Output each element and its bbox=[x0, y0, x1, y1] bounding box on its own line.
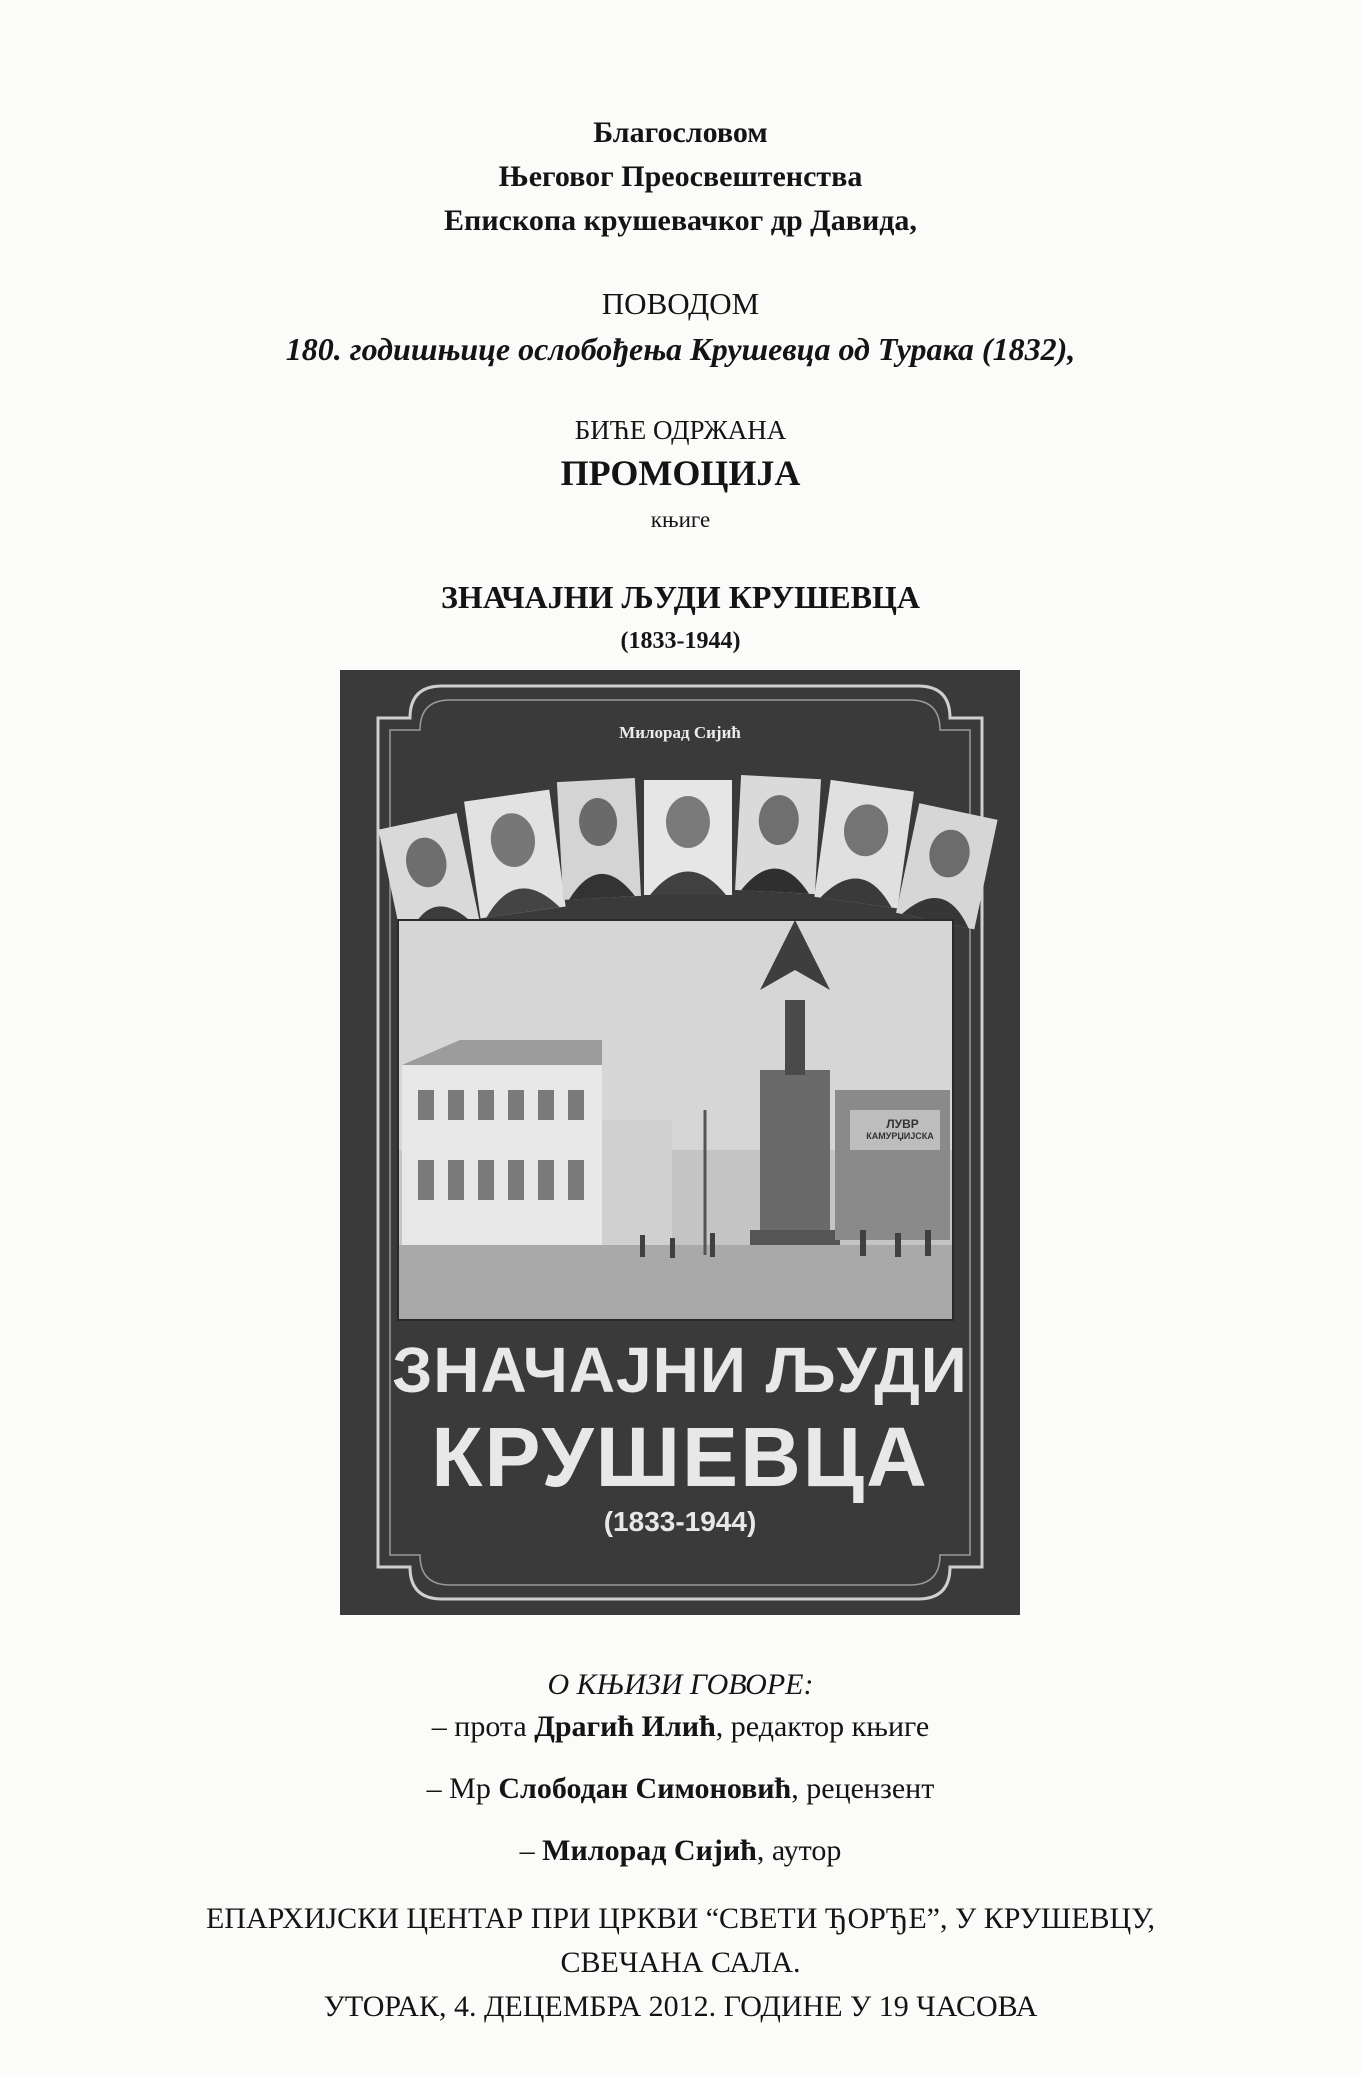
speaker-3 bbox=[0, 1836, 1361, 1866]
portrait-row bbox=[378, 775, 997, 937]
cover-author: Милорад Сијић bbox=[619, 723, 741, 742]
speaker-2-name: Слободан Симоновић bbox=[498, 1772, 792, 1805]
cover-title-line-2: КРУШЕВЦА bbox=[431, 1410, 929, 1504]
venue-line-2: СВЕЧАНА САЛА. bbox=[560, 1946, 801, 1979]
book-title: ЗНАЧАЈНИ ЉУДИ КРУШЕВЦА bbox=[441, 579, 920, 615]
promotion-intro: БИЋЕ ОДРЖАНА bbox=[574, 415, 787, 445]
occasion-label: ПОВОДОМ bbox=[601, 286, 760, 321]
speakers-heading: О КЊИЗИ ГОВОРЕ: bbox=[547, 1668, 814, 1701]
promotion-subtitle: књиге bbox=[650, 507, 711, 532]
book-cover-image bbox=[340, 670, 1020, 1615]
speaker-1-prefix: – прота bbox=[431, 1710, 535, 1743]
speaker-2-role: , рецензент bbox=[791, 1772, 935, 1805]
blessing-line-3: Епископа крушевачког др Давида, bbox=[444, 204, 917, 237]
cover-sign-line-1: ЛУВР bbox=[886, 1117, 919, 1131]
speaker-1 bbox=[0, 1712, 1361, 1742]
book-years: (1833-1944) bbox=[620, 628, 741, 654]
speaker-1-name: Драгић Илић bbox=[534, 1710, 716, 1743]
promotion-title: ПРОМОЦИЈА bbox=[560, 453, 801, 493]
speaker-3-prefix: – bbox=[519, 1834, 543, 1867]
blessing-line-2: Његовог Преосвештенства bbox=[498, 160, 863, 193]
cover-years: (1833-1944) bbox=[603, 1506, 757, 1537]
venue-line-1: ЕПАРХИЈСКИ ЦЕНТАР ПРИ ЦРКВИ “СВЕТИ ЂОРЂЕ”, У КРУШЕВЦУ, bbox=[205, 1902, 1156, 1935]
occasion-text: 180. годишњице ослобођења Крушевца од Турака (1832), bbox=[285, 331, 1076, 367]
venue-line-3: УТОРАК, 4. ДЕЦЕМБРА 2012. ГОДИНЕ У 19 ЧАСОВА bbox=[323, 1990, 1038, 2023]
speaker-3-name: Милорад Сијић bbox=[542, 1834, 757, 1867]
speaker-1-role: , редактор књиге bbox=[715, 1710, 930, 1743]
blessing-line-1: Благословом bbox=[593, 116, 768, 149]
cover-sign-line-2: КАМУРЏИЈСКА bbox=[866, 1131, 934, 1141]
cover-title-line-1: ЗНАЧАЈНИ ЉУДИ bbox=[392, 1334, 968, 1406]
speaker-2-prefix: – Мр bbox=[426, 1772, 499, 1805]
speaker-2 bbox=[0, 1774, 1361, 1804]
speaker-3-role: , аутор bbox=[756, 1834, 842, 1867]
